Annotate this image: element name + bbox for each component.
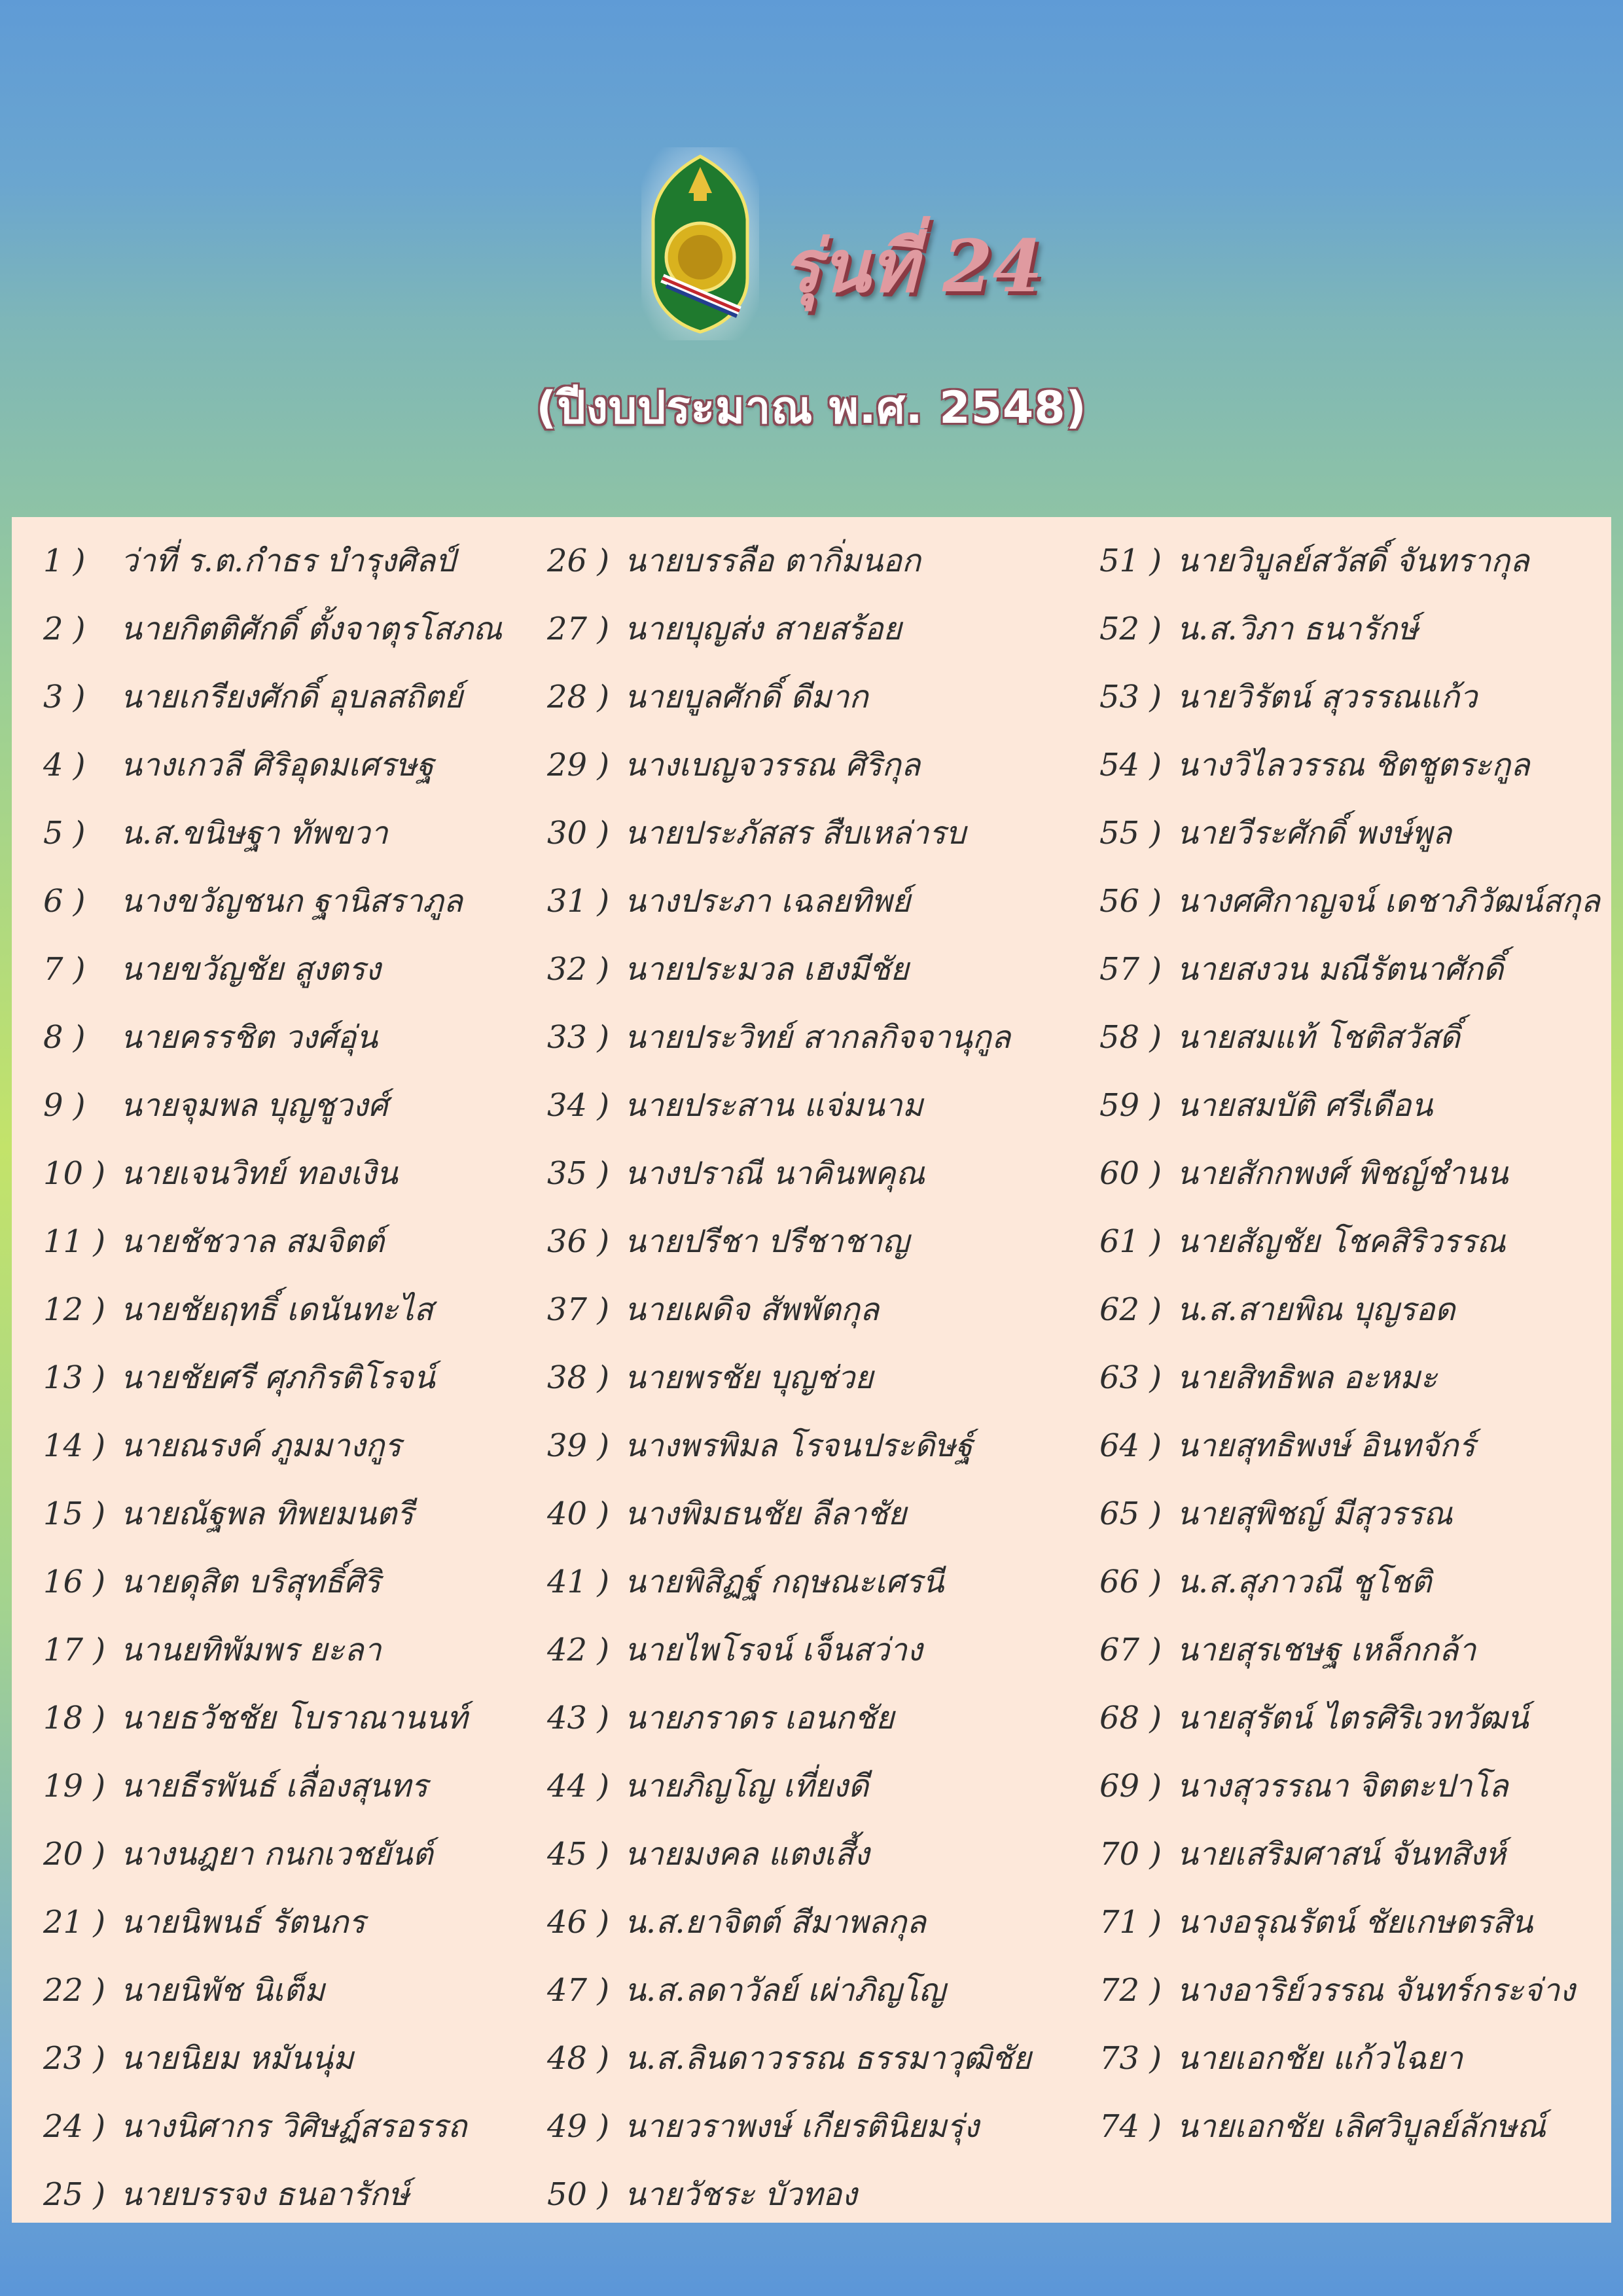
list-item-number: 9 ) — [43, 1071, 120, 1139]
name-column-2 — [547, 527, 1031, 2229]
list-item — [547, 799, 1031, 867]
list-item — [1099, 1752, 1600, 1820]
list-item-number: 45 ) — [547, 1820, 624, 1888]
list-item — [43, 935, 502, 1003]
list-item-number: 8 ) — [43, 1003, 120, 1071]
list-item — [547, 731, 1031, 799]
list-item-number: 24 ) — [43, 2092, 120, 2161]
list-item — [1099, 935, 1600, 1003]
list-item-number: 31 ) — [547, 867, 624, 935]
fiscal-year-subtitle: (ปีงบประมาณ พ.ศ. 2548) — [536, 382, 1087, 434]
list-item — [1099, 1684, 1600, 1752]
list-item-name: นายชัยศรี ศุภกิรติโรจน์ — [120, 1359, 435, 1396]
list-item-name: นานยทิพัมพร ยะลา — [120, 1632, 382, 1668]
list-item-number: 61 ) — [1099, 1208, 1177, 1276]
list-item-name: นายประสาน แจ่มนาม — [624, 1087, 923, 1124]
list-item — [547, 663, 1031, 731]
list-item-name: น.ส.สุภาวณี ชูโชติ — [1177, 1564, 1432, 1600]
list-item-number: 22 ) — [43, 1956, 120, 2024]
list-item-number: 70 ) — [1099, 1820, 1177, 1888]
list-item-name: นายพรชัย บุญช่วย — [624, 1359, 874, 1396]
list-item-name: นางอรุณรัตน์ ชัยเกษตรสิน — [1177, 1904, 1533, 1941]
list-item-name: นายสมบัติ ศรีเดือน — [1177, 1087, 1433, 1124]
list-item-number: 41 ) — [547, 1548, 624, 1616]
list-item-name: นายธวัชชัย โบราณานนท์ — [120, 1700, 468, 1736]
list-item — [1099, 1548, 1600, 1616]
list-item — [547, 1684, 1031, 1752]
list-item — [43, 663, 502, 731]
list-item — [43, 1616, 502, 1684]
list-item-number: 26 ) — [547, 527, 624, 595]
list-item-number: 42 ) — [547, 1616, 624, 1684]
list-item — [547, 1752, 1031, 1820]
list-item-name: นายนิพนธ์ รัตนกร — [120, 1904, 366, 1941]
list-item-number: 6 ) — [43, 867, 120, 935]
list-item-name: นายกิตติศักดิ์ ตั้งจาตุรโสภณ — [120, 611, 503, 647]
list-item-number: 33 ) — [547, 1003, 624, 1071]
list-item-number: 34 ) — [547, 1071, 624, 1139]
list-item-name: นายวิบูลย์สวัสดิ์ จันทรากุล — [1177, 543, 1529, 579]
list-item — [43, 1480, 502, 1548]
list-item-name: นายจุมพล บุญชูวงศ์ — [120, 1087, 388, 1124]
list-item-number: 32 ) — [547, 935, 624, 1003]
list-item-number: 74 ) — [1099, 2092, 1177, 2161]
list-item — [547, 1548, 1031, 1616]
list-item-number: 39 ) — [547, 1412, 624, 1480]
list-item-number: 47 ) — [547, 1956, 624, 2024]
list-item-name: นายสัญชัย โชคสิริวรรณ — [1177, 1223, 1506, 1260]
list-item-number: 40 ) — [547, 1480, 624, 1548]
list-item-number: 30 ) — [547, 799, 624, 867]
list-item — [1099, 1956, 1600, 2024]
list-item — [43, 1820, 502, 1888]
list-item — [547, 1820, 1031, 1888]
list-item-name: นายสักกพงศ์ พิชญ์ชำนน — [1177, 1155, 1508, 1192]
list-item — [43, 2024, 502, 2092]
list-item-name: นายธีรพันธ์ เลื่องสุนทร — [120, 1768, 428, 1804]
list-item-name: นายปรีชา ปรีชาชาญ — [624, 1223, 910, 1260]
list-item-name: นายดุสิต บริสุทธิ์ศิริ — [120, 1564, 381, 1600]
list-item-number: 55 ) — [1099, 799, 1177, 867]
list-item-name: นายณรงค์ ภูมมางกูร — [120, 1427, 402, 1464]
list-item — [1099, 1344, 1600, 1412]
list-item — [547, 935, 1031, 1003]
list-item-number: 68 ) — [1099, 1684, 1177, 1752]
name-column-1 — [43, 527, 502, 2229]
list-item-name: นายพิสิฏฐ์ กฤษณะเศรนี — [624, 1564, 944, 1600]
list-item-name: นายครรชิต วงศ์อุ่น — [120, 1019, 378, 1056]
list-item-name: นายเผดิจ สัพพัตกุล — [624, 1291, 880, 1328]
list-item-name: น.ส.ลินดาวรรณ ธรรมาวุฒิชัย — [624, 2040, 1031, 2077]
list-item-name: นายสุรเชษฐ เหล็กกล้า — [1177, 1632, 1476, 1668]
list-item — [43, 1003, 502, 1071]
list-item-name: นายไพโรจน์ เจ็นสว่าง — [624, 1632, 923, 1668]
list-item-name: นายขวัญชัย สูงตรง — [120, 951, 381, 988]
list-item-name: น.ส.วิภา ธนารักษ์ — [1177, 611, 1418, 647]
list-item-number: 73 ) — [1099, 2024, 1177, 2092]
list-item-number: 17 ) — [43, 1616, 120, 1684]
list-item — [43, 595, 502, 663]
list-item-name: นางเบญจวรรณ ศิริกุล — [624, 747, 921, 783]
list-item-number: 58 ) — [1099, 1003, 1177, 1071]
list-item-name: นายภราดร เอนกชัย — [624, 1700, 895, 1736]
list-item-number: 63 ) — [1099, 1344, 1177, 1412]
list-item — [43, 1071, 502, 1139]
list-item — [547, 1888, 1031, 1956]
list-item — [1099, 2024, 1600, 2092]
list-item — [547, 1003, 1031, 1071]
list-item — [547, 1616, 1031, 1684]
list-item-name: นายสุพิชญ์ มีสุวรรณ — [1177, 1496, 1453, 1532]
list-item-number: 57 ) — [1099, 935, 1177, 1003]
emblem-logo — [641, 147, 759, 340]
list-item — [547, 1956, 1031, 2024]
list-item — [1099, 2092, 1600, 2161]
list-item-number: 21 ) — [43, 1888, 120, 1956]
list-item — [1099, 1820, 1600, 1888]
list-item — [1099, 1276, 1600, 1344]
list-item-number: 13 ) — [43, 1344, 120, 1412]
list-item — [1099, 1888, 1600, 1956]
list-item — [547, 1139, 1031, 1208]
list-item-number: 4 ) — [43, 731, 120, 799]
list-item-number: 69 ) — [1099, 1752, 1177, 1820]
list-item-number: 62 ) — [1099, 1276, 1177, 1344]
list-item-name: ว่าที่ ร.ต.กำธร บำรุงศิลป์ — [120, 543, 455, 579]
list-item — [1099, 1616, 1600, 1684]
list-item-name: นายบุญส่ง สายสร้อย — [624, 611, 902, 647]
list-item-number: 15 ) — [43, 1480, 120, 1548]
list-item-number: 66 ) — [1099, 1548, 1177, 1616]
list-item-name: น.ส.ขนิษฐา ทัพขวา — [120, 815, 388, 852]
list-item-number: 19 ) — [43, 1752, 120, 1820]
list-item — [1099, 1003, 1600, 1071]
list-item-name: น.ส.สายพิณ บุญรอด — [1177, 1291, 1455, 1328]
list-item-number: 2 ) — [43, 595, 120, 663]
list-item-name: นายเอกชัย แก้วไฉยา — [1177, 2040, 1463, 2077]
list-item — [547, 2092, 1031, 2161]
list-item-name: นางปราณี นาคินพคุณ — [624, 1155, 925, 1192]
list-item — [43, 2092, 502, 2161]
list-item-number: 14 ) — [43, 1412, 120, 1480]
list-item — [43, 1752, 502, 1820]
list-item — [1099, 799, 1600, 867]
list-item — [43, 1344, 502, 1412]
list-item-name: นางขวัญชนก ฐานิสราภูล — [120, 883, 463, 920]
list-item — [43, 527, 502, 595]
list-item-name: นางพิมธนชัย ลีลาชัย — [624, 1496, 907, 1532]
list-item-name: นายเสริมศาสน์ จันทสิงห์ — [1177, 1836, 1506, 1873]
list-item-name: นายเกรียงศักดิ์ อุบลสถิตย์ — [120, 679, 463, 715]
list-item-number: 52 ) — [1099, 595, 1177, 663]
list-item-number: 18 ) — [43, 1684, 120, 1752]
list-item-name: นายวราพงษ์ เกียรตินิยมรุ่ง — [624, 2108, 979, 2145]
list-item — [547, 1412, 1031, 1480]
list-item-name: นายนิพัช นิเต็ม — [120, 1972, 325, 2009]
list-item — [1099, 731, 1600, 799]
list-item-number: 1 ) — [43, 527, 120, 595]
list-item — [43, 1956, 502, 2024]
list-item-number: 11 ) — [43, 1208, 120, 1276]
name-column-3 — [1099, 527, 1600, 2161]
list-item — [547, 527, 1031, 595]
list-item-name: นางศศิกาญจน์ เดชาภิวัฒน์สกุล — [1177, 883, 1600, 920]
list-item-number: 23 ) — [43, 2024, 120, 2092]
list-item-number: 10 ) — [43, 1139, 120, 1208]
list-item-number: 44 ) — [547, 1752, 624, 1820]
list-item — [43, 1684, 502, 1752]
list-item-number: 35 ) — [547, 1139, 624, 1208]
list-item-name: นายวัชระ บัวทอง — [624, 2176, 857, 2213]
list-item — [1099, 1208, 1600, 1276]
list-item-name: นายภิญโญ เที่ยงดี — [624, 1768, 869, 1804]
list-item-number: 71 ) — [1099, 1888, 1177, 1956]
list-item-number: 27 ) — [547, 595, 624, 663]
list-item-name: น.ส.ยาจิตต์ สีมาพลกุล — [624, 1904, 926, 1941]
list-item-name: นายณัฐพล ทิพยมนตรี — [120, 1496, 414, 1532]
list-item — [547, 1344, 1031, 1412]
list-item-name: นายวีระศักดิ์ พงษ์พูล — [1177, 815, 1452, 852]
list-item-name: นายชัยฤทธิ์ เดนันทะไส — [120, 1291, 433, 1328]
list-item — [43, 1276, 502, 1344]
name-list-panel — [12, 517, 1611, 2223]
list-item-number: 60 ) — [1099, 1139, 1177, 1208]
list-item-name: นายเจนวิทย์ ทองเงิน — [120, 1155, 398, 1192]
list-item-number: 72 ) — [1099, 1956, 1177, 2024]
list-item — [547, 1276, 1031, 1344]
list-item — [1099, 1071, 1600, 1139]
list-item-number: 38 ) — [547, 1344, 624, 1412]
list-item — [547, 2161, 1031, 2229]
list-item-number: 49 ) — [547, 2092, 624, 2161]
list-item-name: นางประภา เฉลยทิพย์ — [624, 883, 911, 920]
list-item — [43, 1139, 502, 1208]
list-item — [43, 2161, 502, 2229]
list-item-number: 7 ) — [43, 935, 120, 1003]
list-item-number: 48 ) — [547, 2024, 624, 2092]
list-item-number: 64 ) — [1099, 1412, 1177, 1480]
list-item-number: 53 ) — [1099, 663, 1177, 731]
list-item — [43, 799, 502, 867]
list-item-name: นายประมวล เฮงมีชัย — [624, 951, 909, 988]
list-item — [43, 1208, 502, 1276]
list-item-name: นางวิไลวรรณ ชิตชูตระกูล — [1177, 747, 1530, 783]
list-item — [1099, 867, 1600, 935]
list-item-number: 54 ) — [1099, 731, 1177, 799]
list-item-name: น.ส.ลดาวัลย์ เผ่าภิญโญ — [624, 1972, 946, 2009]
list-item-name: นายมงคล แตงเสี้ง — [624, 1836, 870, 1873]
list-item — [43, 1548, 502, 1616]
list-item-number: 20 ) — [43, 1820, 120, 1888]
list-item-name: นายวิรัตน์ สุวรรณแก้ว — [1177, 679, 1478, 715]
list-item — [43, 1888, 502, 1956]
list-item-name: นายบรรลือ ตากิ่มนอก — [624, 543, 921, 579]
list-item-number: 5 ) — [43, 799, 120, 867]
list-item — [1099, 595, 1600, 663]
list-item-name: นายสงวน มณีรัตนาศักดิ์ — [1177, 951, 1504, 988]
list-item — [1099, 527, 1600, 595]
list-item — [43, 867, 502, 935]
list-item — [43, 731, 502, 799]
list-item-number: 25 ) — [43, 2161, 120, 2229]
list-item-number: 36 ) — [547, 1208, 624, 1276]
list-item-number: 29 ) — [547, 731, 624, 799]
list-item-name: นายบรรจง ธนอารักษ์ — [120, 2176, 410, 2213]
list-item — [547, 1208, 1031, 1276]
list-item — [547, 2024, 1031, 2092]
list-item-number: 50 ) — [547, 2161, 624, 2229]
list-item-number: 46 ) — [547, 1888, 624, 1956]
list-item-number: 51 ) — [1099, 527, 1177, 595]
list-item-name: นางเกวลี ศิริอุดมเศรษฐ — [120, 747, 434, 783]
list-item — [1099, 663, 1600, 731]
list-item-name: นางสุวรรณา จิตตะปาโล — [1177, 1768, 1508, 1804]
list-item-number: 3 ) — [43, 663, 120, 731]
list-item-name: นายบูลศักดิ์ ดีมาก — [624, 679, 868, 715]
list-item-name: นางนิศากร วิศิษฏ์สรอรรถ — [120, 2108, 467, 2145]
batch-title: รุ่นที่ 24 — [782, 224, 1043, 308]
list-item — [547, 867, 1031, 935]
list-item-name: นายสุทธิพงษ์ อินทจักร์ — [1177, 1427, 1476, 1464]
list-item-number: 67 ) — [1099, 1616, 1177, 1684]
list-item-name: นายนิยม หมันนุ่ม — [120, 2040, 354, 2077]
list-item-name: นายเอกชัย เลิศวิบูลย์ลักษณ์ — [1177, 2108, 1546, 2145]
list-item — [43, 1412, 502, 1480]
list-item-name: นางนฎยา กนกเวชยันต์ — [120, 1836, 433, 1873]
list-item — [1099, 1412, 1600, 1480]
list-item-number: 59 ) — [1099, 1071, 1177, 1139]
list-item — [547, 1071, 1031, 1139]
list-item-name: นายประวิทย์ สากลกิจจานุกูล — [624, 1019, 1011, 1056]
list-item-name: นายสมแท้ โชติสวัสดิ์ — [1177, 1019, 1460, 1056]
list-item-name: นายชัชวาล สมจิตต์ — [120, 1223, 385, 1260]
list-item-number: 28 ) — [547, 663, 624, 731]
list-item-name: นางพรพิมล โรจนประดิษฐ์ — [624, 1427, 973, 1464]
list-item — [1099, 1480, 1600, 1548]
list-item-number: 37 ) — [547, 1276, 624, 1344]
list-item — [1099, 1139, 1600, 1208]
list-item-name: นายประภัสสร สืบเหล่ารบ — [624, 815, 966, 852]
list-item-number: 16 ) — [43, 1548, 120, 1616]
list-item-name: นายสิทธิพล อะหมะ — [1177, 1359, 1438, 1396]
list-item-number: 43 ) — [547, 1684, 624, 1752]
list-item-name: นายสุรัตน์ ไตรศิริเวทวัฒน์ — [1177, 1700, 1529, 1736]
list-item — [547, 595, 1031, 663]
list-item-number: 65 ) — [1099, 1480, 1177, 1548]
list-item-number: 12 ) — [43, 1276, 120, 1344]
list-item-name: นางอาริย์วรรณ จันทร์กระจ่าง — [1177, 1972, 1575, 2009]
list-item-number: 56 ) — [1099, 867, 1177, 935]
list-item — [547, 1480, 1031, 1548]
